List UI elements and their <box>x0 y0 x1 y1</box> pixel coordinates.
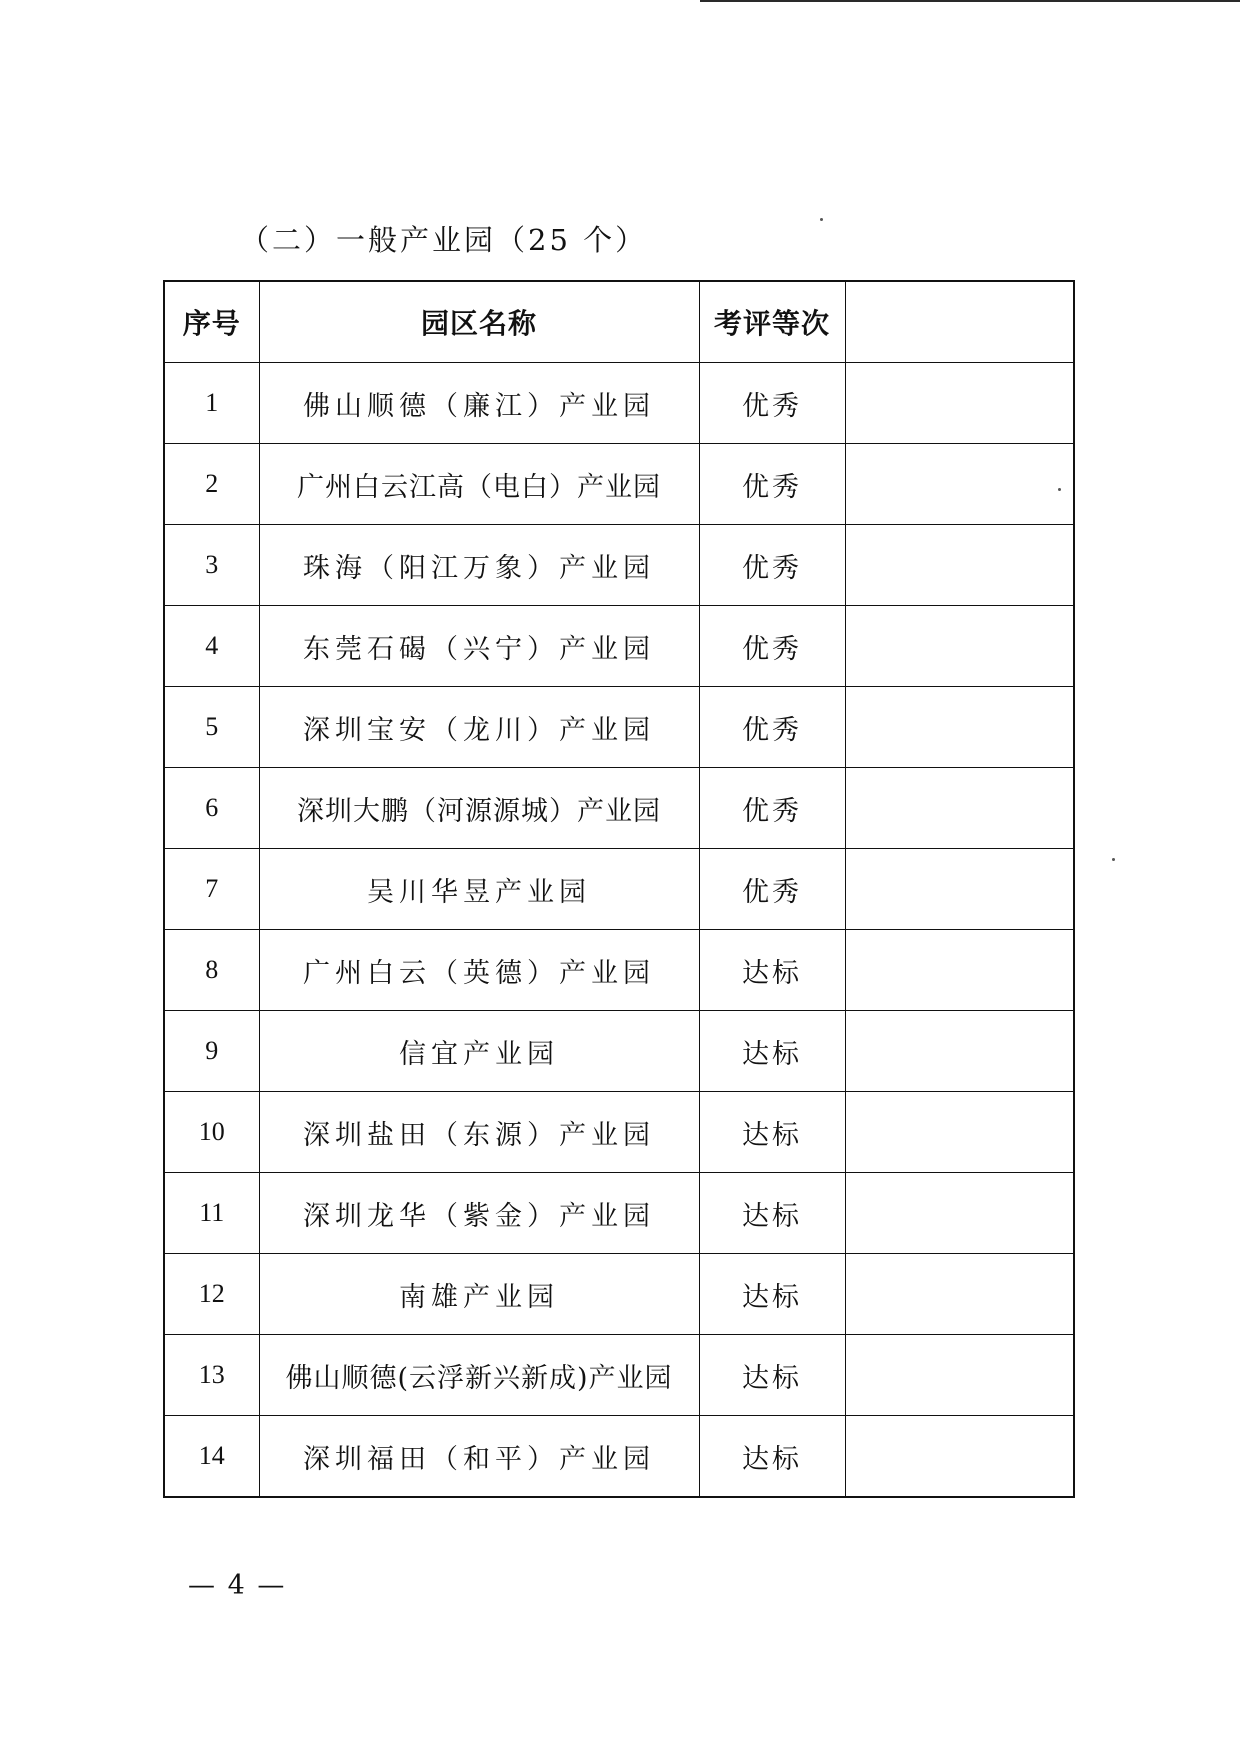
table-row <box>164 606 1074 687</box>
table-row <box>164 444 1074 525</box>
row-extra <box>845 768 1074 849</box>
row-extra <box>845 1254 1074 1335</box>
table-row <box>164 525 1074 606</box>
row-park-name: 南雄产业园 <box>259 1254 699 1335</box>
table-header-row <box>164 281 1074 363</box>
row-seq: 2 <box>164 444 259 525</box>
table-row <box>164 849 1074 930</box>
row-seq: 4 <box>164 606 259 687</box>
row-extra <box>845 606 1074 687</box>
scan-speck <box>1058 488 1061 491</box>
header-extra <box>845 281 1074 363</box>
header-seq: 序号 <box>164 281 259 363</box>
row-park-name: 深圳盐田（东源）产业园 <box>259 1092 699 1173</box>
row-extra <box>845 849 1074 930</box>
row-seq: 9 <box>164 1011 259 1092</box>
row-grade: 优秀 <box>699 525 845 606</box>
row-extra <box>845 525 1074 606</box>
header-grade: 考评等次 <box>699 281 845 363</box>
header-name: 园区名称 <box>259 281 699 363</box>
row-grade: 达标 <box>699 1416 845 1498</box>
row-seq: 7 <box>164 849 259 930</box>
row-seq: 3 <box>164 525 259 606</box>
row-grade: 优秀 <box>699 687 845 768</box>
row-extra <box>845 1173 1074 1254</box>
row-grade: 达标 <box>699 1092 845 1173</box>
row-park-name: 深圳宝安（龙川）产业园 <box>259 687 699 768</box>
row-grade: 优秀 <box>699 606 845 687</box>
row-seq: 14 <box>164 1416 259 1498</box>
table-row <box>164 687 1074 768</box>
row-grade: 达标 <box>699 930 845 1011</box>
park-evaluation-table <box>163 280 1075 1498</box>
row-grade: 优秀 <box>699 363 845 444</box>
table-row <box>164 1416 1074 1498</box>
scan-speck <box>820 218 823 221</box>
row-seq: 12 <box>164 1254 259 1335</box>
row-park-name: 东莞石碣（兴宁）产业园 <box>259 606 699 687</box>
table-row <box>164 363 1074 444</box>
row-grade: 达标 <box>699 1173 845 1254</box>
row-extra <box>845 1092 1074 1173</box>
row-park-name: 吴川华昱产业园 <box>259 849 699 930</box>
row-grade: 优秀 <box>699 849 845 930</box>
table-row <box>164 1092 1074 1173</box>
row-park-name: 广州白云（英德）产业园 <box>259 930 699 1011</box>
table-row <box>164 768 1074 849</box>
row-seq: 10 <box>164 1092 259 1173</box>
row-park-name: 佛山顺德（廉江）产业园 <box>259 363 699 444</box>
row-extra <box>845 687 1074 768</box>
row-seq: 8 <box>164 930 259 1011</box>
row-extra <box>845 363 1074 444</box>
row-grade: 达标 <box>699 1335 845 1416</box>
table-row <box>164 1254 1074 1335</box>
row-grade: 优秀 <box>699 444 845 525</box>
page-number: — 4 — <box>188 1570 287 1601</box>
row-grade: 优秀 <box>699 768 845 849</box>
row-seq: 13 <box>164 1335 259 1416</box>
row-park-name: 深圳龙华（紫金）产业园 <box>259 1173 699 1254</box>
row-park-name: 珠海（阳江万象）产业园 <box>259 525 699 606</box>
row-seq: 11 <box>164 1173 259 1254</box>
row-extra <box>845 930 1074 1011</box>
scan-edge-line <box>700 0 1240 2</box>
table-row <box>164 1011 1074 1092</box>
row-extra <box>845 1416 1074 1498</box>
scan-speck <box>1112 858 1115 861</box>
row-park-name: 佛山顺德(云浮新兴新成)产业园 <box>259 1335 699 1416</box>
row-grade: 达标 <box>699 1011 845 1092</box>
row-seq: 1 <box>164 363 259 444</box>
row-extra <box>845 1335 1074 1416</box>
row-park-name: 广州白云江高（电白）产业园 <box>259 444 699 525</box>
row-seq: 6 <box>164 768 259 849</box>
section-title: （二）一般产业园（25 个） <box>240 223 648 257</box>
table-row <box>164 1335 1074 1416</box>
row-park-name: 信宜产业园 <box>259 1011 699 1092</box>
row-grade: 达标 <box>699 1254 845 1335</box>
row-park-name: 深圳大鹏（河源源城）产业园 <box>259 768 699 849</box>
row-park-name: 深圳福田（和平）产业园 <box>259 1416 699 1498</box>
row-extra <box>845 1011 1074 1092</box>
row-seq: 5 <box>164 687 259 768</box>
table-row <box>164 1173 1074 1254</box>
table-row <box>164 930 1074 1011</box>
row-extra <box>845 444 1074 525</box>
